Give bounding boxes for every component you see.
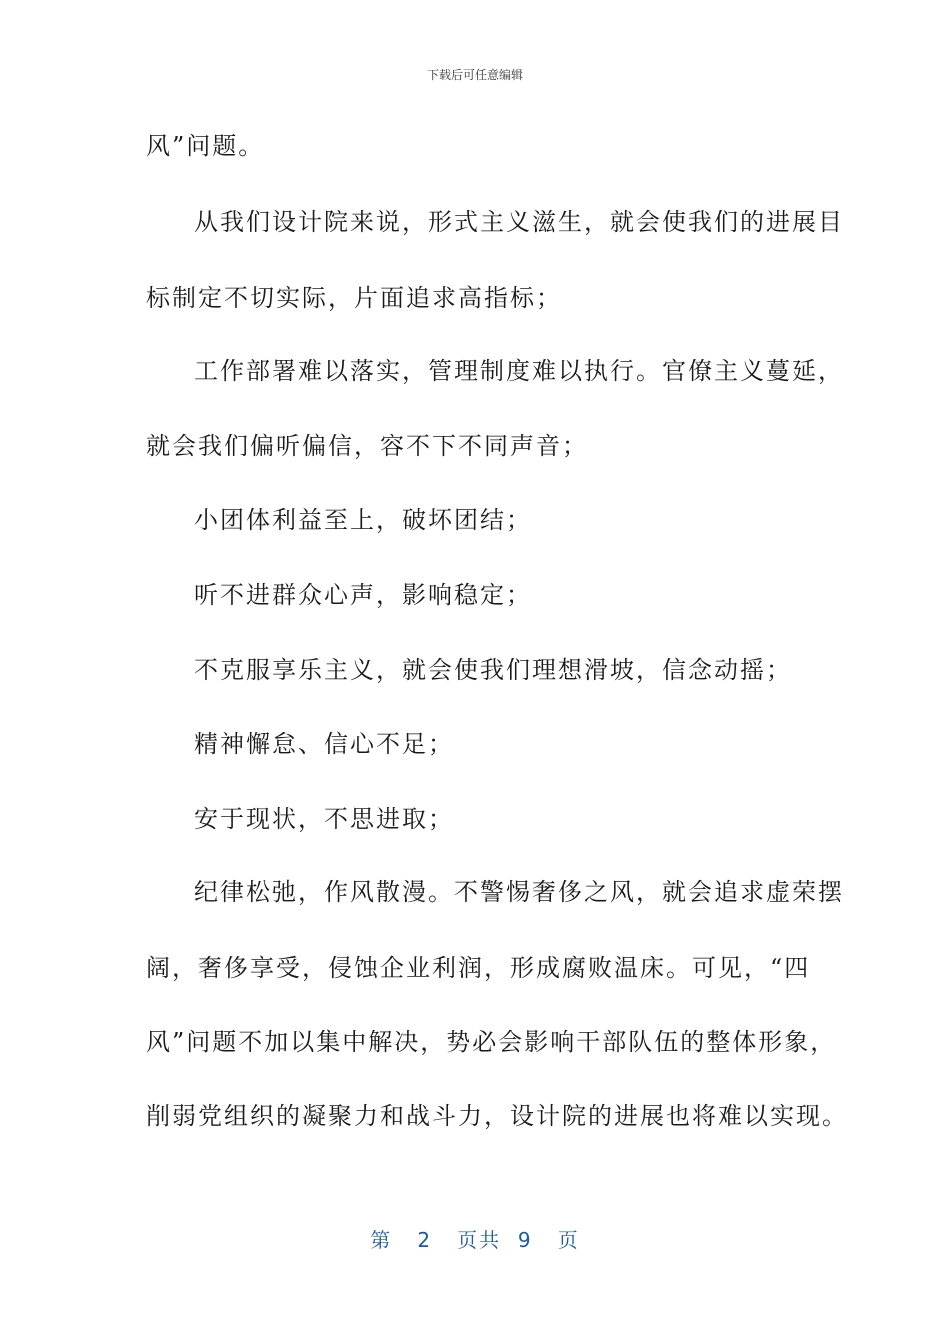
text-line: 就会我们偏听偏信，容不下不同声音； [146,432,588,460]
text-line: 风”问题不加以集中解决，势必会影响干部队伍的整体形象， [146,1028,837,1056]
text-line: 削弱党组织的凝聚力和战斗力，设计院的进展也将难以实现。 [146,1102,848,1130]
current-page: 2 [417,1228,433,1252]
page-number-suffix: 页 [557,1228,580,1252]
text-line: 标制定不切实际，片面追求高指标； [146,284,562,312]
text-line: 风”问题。 [146,132,265,160]
text-line: 小团体利益至上，破坏团结； [194,506,532,534]
text-line: 从我们设计院来说，形式主义滋生，就会使我们的进展目 [194,208,844,236]
text-line: 阔，奢侈享受，侵蚀企业利润，形成腐败温床。可见，“四 [146,954,811,982]
text-line: 工作部署难以落实，管理制度难以执行。官僚主义蔓延， [194,357,844,385]
page-header-note: 下载后可任意编辑 [426,68,523,82]
text-line: 纪律松弛，作风散漫。不警惕奢侈之风，就会追求虚荣摆 [194,878,844,906]
total-pages: 9 [517,1228,533,1252]
text-line: 精神懈怠、信心不足； [194,730,454,758]
text-line: 听不进群众心声，影响稳定； [194,581,532,609]
text-line: 不克服享乐主义，就会使我们理想滑坡，信念动摇； [194,656,792,684]
text-line: 安于现状，不思进取； [194,805,454,833]
page-number-prefix: 第 [370,1228,393,1252]
page-number-middle: 页共 [457,1228,502,1252]
page-number [0,1224,950,1253]
